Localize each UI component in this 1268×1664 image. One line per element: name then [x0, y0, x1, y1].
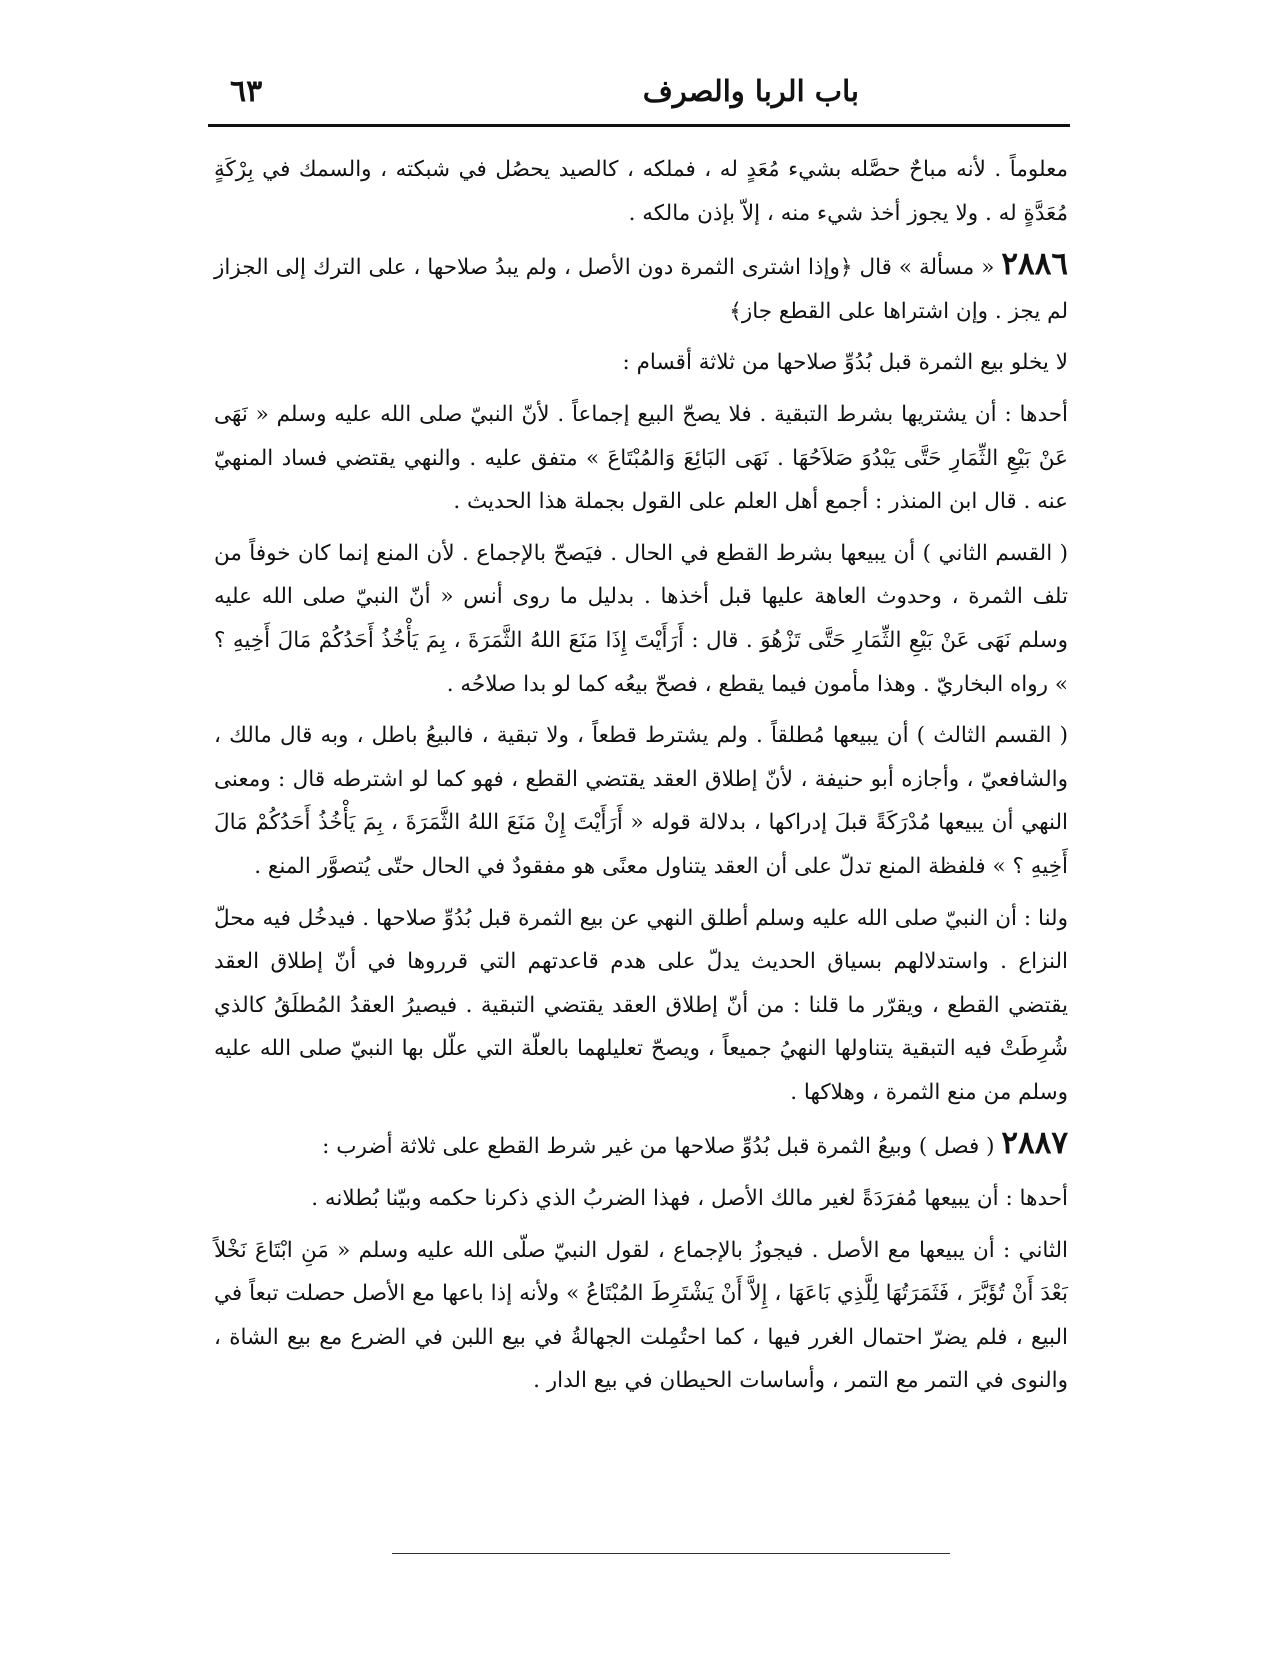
issue-number: ٢٨٨٧ [1001, 1125, 1068, 1162]
paragraph-text: أحدها : أن يبيعها مُفرَدَةً لغير مالك الأصل ، فهذا الضربُ الذي ذكرنا حكمه وبيّنا بُطلانه . [311, 1186, 1068, 1212]
chapter-title: باب الربا والصرف [642, 74, 859, 108]
paragraph-our-position [214, 897, 1068, 1115]
paragraph-first-division [214, 393, 1068, 524]
paragraph-first-kind [214, 1177, 1068, 1221]
paragraph-issue-2887 [214, 1122, 1068, 1169]
paragraph-text: ( فصل ) وبيعُ الثمرة قبل بُدُوِّ صلاحها من غير شرط القطع على ثلاثة أضرب : [322, 1134, 995, 1160]
paragraph-text: معلوماً . لأنه مباحٌ حصَّله بشيء مُعَدٍ له ، فملكه ، كالصيد يحصُل في شبكته ، والسمك في بِرْكَةٍ مُعَدَّةٍ له . ولا يجوز أخذ شيء منه ، إلاّ بإذن مالكه . [214, 157, 1068, 226]
paragraph-second-kind [214, 1229, 1068, 1403]
paragraph-text: لا يخلو بيع الثمرة قبل بُدُوِّ صلاحها من ثلاثة أقسام : [622, 350, 1068, 376]
paragraph-divisions-intro [214, 341, 1068, 385]
paragraph-continuation [214, 148, 1068, 235]
paragraph-third-division [214, 714, 1068, 888]
paragraph-text: « مسألة » قال ﴿وإذا اشترى الثمرة دون الأصل ، ولم يبدُ صلاحها ، على الترك إلى الجزاز لم يجز . وإن اشتراها على القطع جاز﴾ [214, 255, 1068, 324]
paragraph-second-division [214, 532, 1068, 706]
paragraph-issue-2886 [214, 243, 1068, 333]
main-text [214, 148, 1068, 1403]
paragraph-text: أحدها : أن يشتريها بشرط التبقية . فلا يصحّ البيع إجماعاً . لأنّ النبيّ صلى الله عليه وسلم « نَهَى عَنْ بَيْعِ الثِّمَارِ حَتَّى يَبْدُوَ صَلاَحُهَا . نَهَى البَائِعَ وَالمُبْتَاعَ » متفق عليه . والنهي يقتضي فساد المنهيّ عنه . قال ابن المنذر : أجمع أهل العلم على القول بجملة هذا الحديث . [214, 401, 1068, 515]
running-head [214, 74, 1069, 114]
issue-number: ٢٨٨٦ [1001, 246, 1068, 283]
header-rule [208, 124, 1070, 127]
paragraph-text: ( القسم الثالث ) أن يبيعها مُطلقاً . ولم يشترط قطعاً ، ولا تبقية ، فالبيعُ باطل ، وبه قال مالك ، والشافعيّ ، وأجازه أبو حنيفة ، لأنّ إطلاق العقد يقتضي القطع ، فهو كما لو اشترطه قال : ومعنى النهي أن يبيعها مُدْرَكَةً قبلَ إدراكها ، بدلالة قوله « أَرَأَيْتَ إِنْ مَنَعَ اللهُ الثَّمَرَةَ ، بِمَ يَأْخُذُ أَحَدُكُمْ مَالَ أَخِيهِ ؟ » فلفظة المنع تدلّ على أن العقد يتناول معنًى هو مفقودٌ في الحال حتّى يُتصوَّر المنع . [214, 723, 1068, 879]
paragraph-text: ( القسم الثاني ) أن يبيعها بشرط القطع في الحال . فيَصحّ بالإجماع . لأن المنع إنما كان خوفاً من تلف الثمرة ، وحدوث العاهة عليها قبل أخذها . بدليل ما روى أنس « أنّ النبيّ صلى الله عليه وسلم نَهَى عَنْ بَيْعِ الثِّمَارِ حَتَّى تَزْهُوَ . قال : أَرَأَيْتَ إِذَا مَنَعَ اللهُ الثَّمَرَةَ ، بِمَ يَأْخُذُ أَحَدُكُمْ مَالَ أَخِيهِ ؟ » رواه البخاريّ . وهذا مأمون فيما يقطع ، فصحّ بيعُه كما لو بدا صلاحُه . [214, 540, 1068, 697]
page-number: ٦٣ [230, 74, 263, 109]
paragraph-text: ولنا : أن النبيّ صلى الله عليه وسلم أطلق النهي عن بيع الثمرة قبل بُدُوِّ صلاحها . فيدخُل فيه محلّ النزاع . واستدلالهم بسياق الحديث يدلّ على هدم قاعدتهم التي قرروها في أنّ إطلاق العقد يقتضي القطع ، ويقرّر ما قلنا : من أنّ إطلاق العقد يقتضي التبقية . فيصيرُ العقدُ المُطلَقُ كالذي شُرِطَتْ فيه التبقية يتناولها النهيُ جميعاً ، ويصحّ تعليلهما بالعلّة التي علّل بها النبيّ صلى الله عليه وسلم من منع الثمرة ، وهلاكها . [214, 905, 1068, 1105]
paragraph-text: الثاني : أن يبيعها مع الأصل . فيجوزُ بالإجماع ، لقول النبيّ صلّى الله عليه وسلم « مَنِ ابْتَاعَ نَخْلاً بَعْدَ أَنْ تُؤَبَّرَ ، فَثَمَرَتُهَا لِلَّذِي بَاعَهَا ، إِلاَّ أَنْ يَشْتَرِطَ المُبْتَاعُ » ولأنه إذا باعها مع الأصل حصلت تبعاً في البيع ، فلم يضرّ احتمال الغرر فيها ، كما احتُمِلت الجهالةُ في بيع اللبن في الضرع مع بيع الشاة ، والنوى في التمر مع التمر ، وأساسات الحيطان في بيع الدار . [214, 1237, 1068, 1394]
footer-rule [392, 1553, 950, 1554]
